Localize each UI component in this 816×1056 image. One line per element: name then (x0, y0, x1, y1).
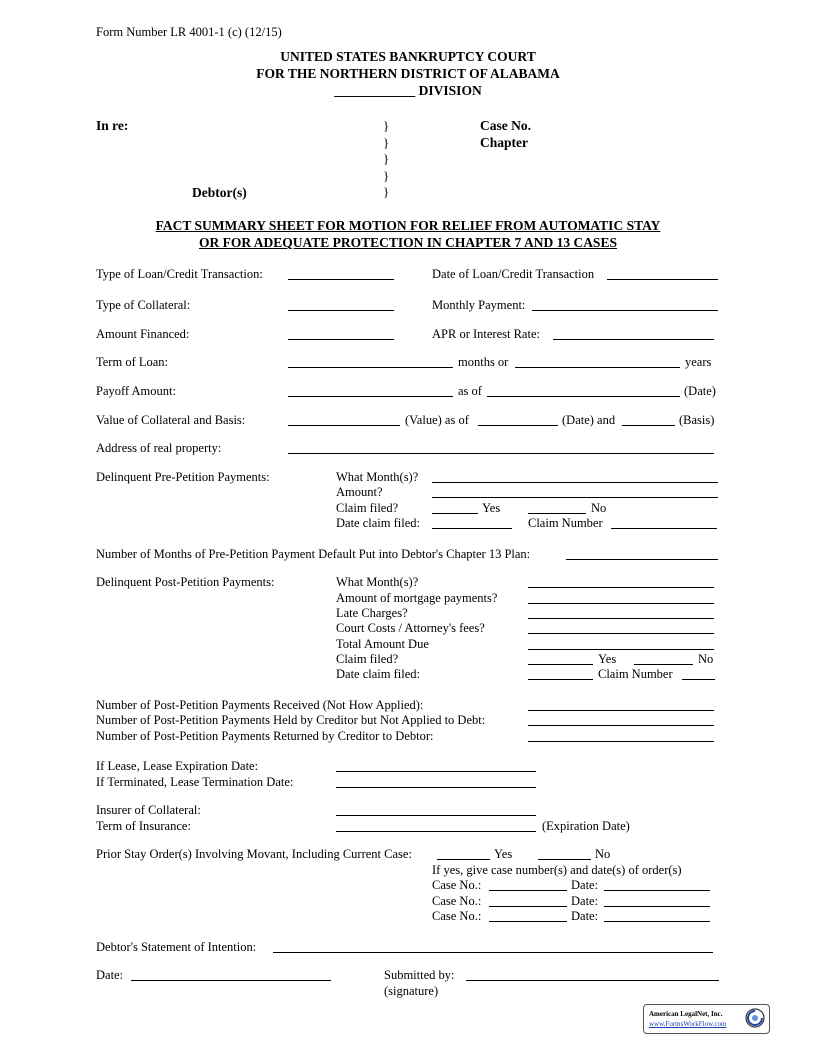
payoff-amount-field[interactable] (288, 396, 453, 397)
date-paren-label: (Date) (684, 384, 716, 398)
pre-date-claim-filed-label: Date claim filed: (336, 516, 420, 530)
in-re-label: In re: (96, 118, 129, 133)
prior-stay-no-field[interactable] (538, 859, 591, 860)
intention-field[interactable] (273, 952, 713, 953)
publisher-logo (643, 1004, 770, 1034)
date-and-label: (Date) and (562, 413, 616, 427)
submitted-by-field[interactable] (466, 980, 719, 981)
post-claim-no-field[interactable] (634, 664, 693, 665)
signature-caption: (signature) (384, 984, 439, 998)
document-title-line1: FACT SUMMARY SHEET FOR MOTION FOR RELIEF FROM AUTOMATIC STAY (155, 218, 661, 233)
post-held-label: Number of Post-Petition Payments Held by Creditor but Not Applied to Debt: (96, 713, 486, 727)
amount-financed-label: Amount Financed: (96, 327, 190, 341)
months-or-label: months or (458, 355, 509, 369)
type-of-loan-label: Type of Loan/Credit Transaction: (96, 267, 263, 281)
post-mortgage-label: Amount of mortgage payments? (336, 591, 498, 605)
post-held-field[interactable] (528, 725, 714, 726)
pre-petition-label: Delinquent Pre-Petition Payments: (96, 470, 270, 484)
pre-claim-number-label: Claim Number (528, 516, 603, 530)
pre-amount-label: Amount? (336, 485, 383, 499)
post-claim-number-field[interactable] (682, 679, 715, 680)
post-date-claim-filed-field[interactable] (528, 679, 593, 680)
court-name-line2: FOR THE NORTHERN DISTRICT OF ALABAMA (256, 66, 560, 81)
lease-expiration-field[interactable] (336, 771, 536, 772)
monthly-payment-label: Monthly Payment: (432, 298, 526, 312)
collateral-value-field[interactable] (288, 425, 400, 426)
value-as-of-label: (Value) as of (405, 413, 469, 427)
pre-what-months-field[interactable] (432, 482, 718, 483)
post-court-costs-label: Court Costs / Attorney's fees? (336, 621, 485, 635)
prior-date-field[interactable] (604, 921, 710, 922)
insurer-label: Insurer of Collateral: (96, 803, 201, 817)
apr-field[interactable] (553, 339, 714, 340)
pre-amount-field[interactable] (432, 497, 718, 498)
term-months-field[interactable] (288, 367, 453, 368)
pre-no-label: No (591, 501, 607, 515)
pre-what-months-label: What Month(s)? (336, 470, 419, 484)
prior-case-no-field[interactable] (489, 921, 567, 922)
post-claim-yes-field[interactable] (528, 664, 593, 665)
payoff-date-field[interactable] (487, 396, 680, 397)
type-of-loan-field[interactable] (288, 279, 394, 280)
division-line: ____________ DIVISION (334, 83, 482, 98)
type-of-collateral-field[interactable] (288, 310, 394, 311)
signature-date-field[interactable] (131, 980, 331, 981)
intention-label: Debtor's Statement of Intention: (96, 940, 257, 954)
prior-case-no-field[interactable] (489, 890, 567, 891)
prior-case-no-label: Case No.: (432, 909, 482, 923)
caption-brace: } (383, 184, 390, 199)
value-of-collateral-label: Value of Collateral and Basis: (96, 413, 246, 427)
post-claim-filed-label: Claim filed? (336, 652, 399, 666)
insurer-field[interactable] (336, 815, 536, 816)
document-title-line2: OR FOR ADEQUATE PROTECTION IN CHAPTER 7 AND 13 CASES (199, 235, 617, 250)
court-name-line1: UNITED STATES BANKRUPTCY COURT (280, 49, 536, 64)
date-of-loan-label: Date of Loan/Credit Transaction (432, 267, 595, 281)
post-yes-label: Yes (598, 652, 617, 666)
post-no-label: No (698, 652, 714, 666)
debtors-label: Debtor(s) (192, 185, 247, 200)
pre-claim-yes-field[interactable] (432, 513, 478, 514)
post-what-months-label: What Month(s)? (336, 575, 419, 589)
prior-date-field[interactable] (604, 890, 710, 891)
post-total-due-field[interactable] (528, 649, 714, 650)
signature-date-label: Date: (96, 968, 124, 982)
address-real-property-label: Address of real property: (96, 441, 222, 455)
prior-stay-yes-label: Yes (494, 847, 513, 861)
caption-brace: } (383, 151, 390, 166)
prior-case-no-label: Case No.: (432, 878, 482, 892)
plan-default-field[interactable] (566, 559, 718, 560)
post-mortgage-field[interactable] (528, 603, 714, 604)
post-total-due-label: Total Amount Due (336, 637, 429, 651)
as-of-label: as of (458, 384, 482, 398)
collateral-date-field[interactable] (478, 425, 558, 426)
amount-financed-field[interactable] (288, 339, 394, 340)
post-claim-number-label: Claim Number (598, 667, 673, 681)
post-returned-label: Number of Post-Petition Payments Returned by Creditor to Debtor: (96, 729, 434, 743)
pre-yes-label: Yes (482, 501, 501, 515)
post-received-field[interactable] (528, 710, 714, 711)
post-received-label: Number of Post-Petition Payments Received (Not How Applied): (96, 698, 424, 712)
prior-stay-label: Prior Stay Order(s) Involving Movant, Including Current Case: (96, 847, 412, 861)
publisher-url[interactable]: www.FormsWorkFlow.com (649, 1020, 727, 1028)
prior-date-label: Date: (571, 878, 599, 892)
prior-case-no-field[interactable] (489, 906, 567, 907)
prior-stay-yes-field[interactable] (437, 859, 490, 860)
expiration-date-label: (Expiration Date) (542, 819, 630, 833)
term-years-field[interactable] (515, 367, 680, 368)
post-late-charges-label: Late Charges? (336, 606, 408, 620)
caption-brace: } (383, 168, 390, 183)
date-of-loan-field[interactable] (607, 279, 718, 280)
post-late-charges-field[interactable] (528, 618, 714, 619)
prior-case-no-label: Case No.: (432, 894, 482, 908)
post-court-costs-field[interactable] (528, 633, 714, 634)
globe-icon (745, 1008, 765, 1028)
pre-date-claim-filed-field[interactable] (432, 528, 512, 529)
prior-stay-if-yes-label: If yes, give case number(s) and date(s) of order(s) (432, 863, 682, 877)
monthly-payment-field[interactable] (532, 310, 718, 311)
address-real-property-field[interactable] (288, 453, 714, 454)
plan-default-label: Number of Months of Pre-Petition Payment Default Put into Debtor's Chapter 13 Plan: (96, 547, 531, 561)
prior-date-label: Date: (571, 909, 599, 923)
lease-expiration-label: If Lease, Lease Expiration Date: (96, 759, 259, 773)
pre-claim-number-field[interactable] (611, 528, 717, 529)
insurance-term-field[interactable] (336, 831, 536, 832)
publisher-name: American LegalNet, Inc. (649, 1010, 723, 1018)
term-of-loan-label: Term of Loan: (96, 355, 169, 369)
submitted-by-label: Submitted by: (384, 968, 455, 982)
prior-date-field[interactable] (604, 906, 710, 907)
prior-stay-no-label: No (595, 847, 611, 861)
post-returned-field[interactable] (528, 741, 714, 742)
caption-brace: } (383, 135, 390, 150)
post-date-claim-filed-label: Date claim filed: (336, 667, 420, 681)
basis-label: (Basis) (679, 413, 715, 427)
lease-termination-field[interactable] (336, 787, 536, 788)
chapter-label: Chapter (480, 135, 528, 150)
type-of-collateral-label: Type of Collateral: (96, 298, 191, 312)
caption-brace: } (383, 118, 390, 133)
insurance-term-label: Term of Insurance: (96, 819, 191, 833)
lease-termination-label: If Terminated, Lease Termination Date: (96, 775, 294, 789)
post-what-months-field[interactable] (528, 587, 714, 588)
collateral-basis-field[interactable] (622, 425, 675, 426)
form-number: Form Number LR 4001-1 (c) (12/15) (96, 25, 282, 39)
apr-label: APR or Interest Rate: (432, 327, 540, 341)
case-no-label: Case No. (480, 118, 531, 133)
pre-claim-no-field[interactable] (528, 513, 586, 514)
post-petition-label: Delinquent Post-Petition Payments: (96, 575, 275, 589)
payoff-amount-label: Payoff Amount: (96, 384, 176, 398)
prior-date-label: Date: (571, 894, 599, 908)
years-label: years (685, 355, 712, 369)
pre-claim-filed-label: Claim filed? (336, 501, 399, 515)
